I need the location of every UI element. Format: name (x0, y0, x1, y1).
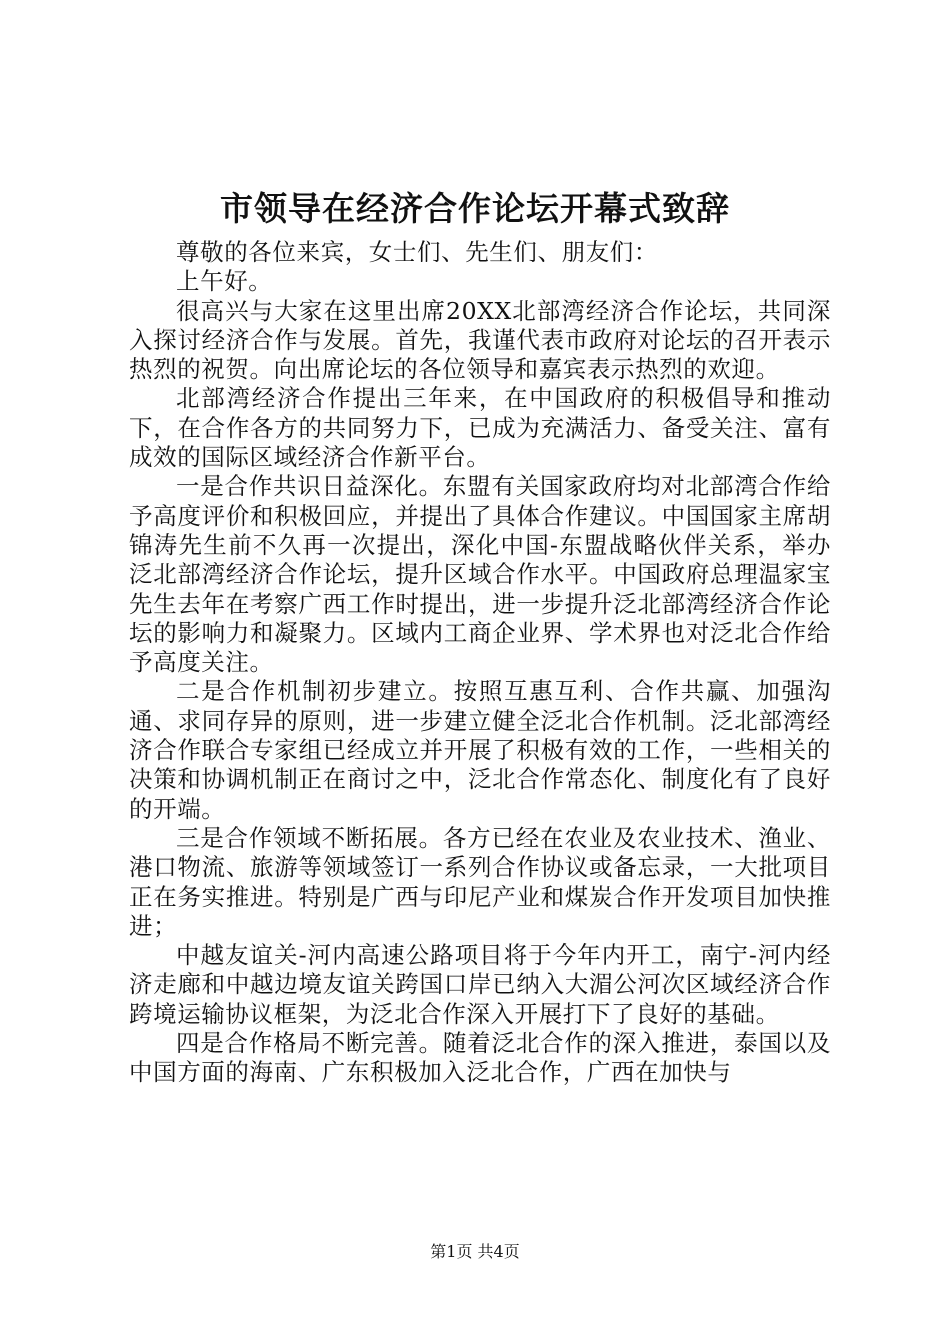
body-paragraph: 二是合作机制初步建立。按照互惠互利、合作共赢、加强沟通、求同存异的原则，进一步建立健全泛北合作机制。泛北部湾经济合作联合专家组已经成立并开展了积极有效的工作，一些相关的决策和协调机制正在商讨之中，泛北合作常态化、制度化有了良好的开端。 (129, 677, 831, 823)
body-paragraph: 北部湾经济合作提出三年来，在中国政府的积极倡导和推动下，在合作各方的共同努力下，已成为充满活力、备受关注、富有成效的国际区域经济合作新平台。 (129, 384, 831, 472)
body-paragraph: 很高兴与大家在这里出席20XX北部湾经济合作论坛，共同深入探讨经济合作与发展。首先，我谨代表市政府对论坛的召开表示热烈的祝贺。向出席论坛的各位领导和嘉宾表示热烈的欢迎。 (129, 296, 831, 384)
body-paragraph: 中越友谊关-河内高速公路项目将于今年内开工，南宁-河内经济走廊和中越边境友谊关跨国口岸已纳入大湄公河次区域经济合作跨境运输协议框架，为泛北合作深入开展打下了良好的基础。 (129, 941, 831, 1028)
salutation-paragraph: 尊敬的各位来宾，女士们、先生们、朋友们： (176, 238, 658, 266)
body-paragraph: 一是合作共识日益深化。东盟有关国家政府均对北部湾合作给予高度评价和积极回应，并提出了具体合作建议。中国国家主席胡锦涛先生前不久再一次提出，深化中国-东盟战略伙伴关系，举办泛北部湾经济合作论坛，提升区域合作水平。中国政府总理温家宝先生去年在考察广西工作时提出，进一步提升泛北部湾经济合作论坛的影响力和凝聚力。区域内工商企业界、学术界也对泛北合作给予高度关注。 (129, 472, 831, 677)
body-paragraph: 四是合作格局不断完善。随着泛北合作的深入推进，泰国以及中国方面的海南、广东积极加入泛北合作，广西在加快与 (129, 1029, 831, 1087)
body-paragraph: 三是合作领域不断拓展。各方已经在农业及农业技术、渔业、港口物流、旅游等领域签订一系列合作协议或备忘录，一大批项目正在务实推进。特别是广西与印尼产业和煤炭合作开发项目加快推进； (129, 823, 831, 940)
greeting-paragraph: 上午好。 (176, 267, 273, 296)
document-body (129, 238, 831, 1088)
page-number-footer: 第1页 共4页 (430, 1242, 520, 1261)
document-title: 市领导在经济合作论坛开幕式致辞 (220, 189, 730, 228)
